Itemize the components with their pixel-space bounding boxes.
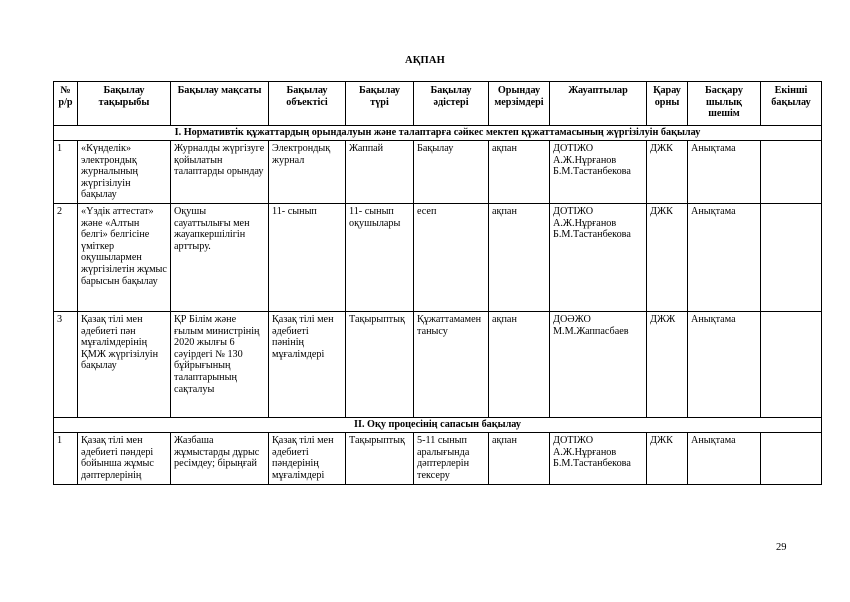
page-number: 29 — [776, 542, 787, 553]
control-plan-table — [53, 81, 822, 485]
header-topic: Бақылау тақырыбы — [78, 82, 171, 126]
row-topic: «Үздік аттестат» және «Алтын белгі» белгісіне үміткер оқушылармен жүргізілетін жұмыс барысын бақылау — [78, 203, 171, 311]
header-object: Бақылау объектісі — [269, 82, 346, 126]
row-decision: Анықтама — [688, 311, 761, 417]
row-decision: Анықтама — [688, 141, 761, 204]
row-responsible — [550, 432, 647, 484]
responsible-line: А.Ж.Нұрғанов — [553, 154, 617, 166]
row-type: Жаппай — [346, 141, 414, 204]
section-row — [54, 126, 822, 141]
row-topic: «Күнделік» электрондық журналының жүргізілуін бақылау — [78, 141, 171, 204]
row-method: 5-11 сынып аралығында дәптерлерін тексеру — [414, 432, 489, 484]
row-responsible — [550, 203, 647, 311]
header-type: Бақылау түрі — [346, 82, 414, 126]
responsible-line: ДОТІЖО — [553, 143, 594, 154]
row-place: ДЖЖ — [647, 311, 688, 417]
row-second-control — [761, 141, 822, 204]
table-row — [54, 432, 822, 484]
row-type: 11- сынып оқушылары — [346, 203, 414, 311]
row-responsible — [550, 141, 647, 204]
responsible-line: А.Ж.Нұрғанов — [553, 446, 617, 458]
row-deadline: ақпан — [489, 203, 550, 311]
header-second-control: Екінші бақылау — [761, 82, 822, 126]
row-number: 1 — [54, 141, 78, 204]
section-title: ІІ. Оқу процесінің сапасын бақылау — [54, 417, 822, 432]
row-object: 11- сынып — [269, 203, 346, 311]
row-object: Қазақ тілі мен әдебиеті пәнінің мұғалімдері — [269, 311, 346, 417]
row-number: 1 — [54, 432, 78, 484]
header-deadline: Орындау мерзімдері — [489, 82, 550, 126]
table-row — [54, 203, 822, 311]
section-title: І. Нормативтік құжаттардың орындалуын және талаптарға сәйкес мектеп құжаттамасының жүргізілуін бақылау — [54, 126, 822, 141]
responsible-line: А.Ж.Нұрғанов — [553, 217, 617, 229]
row-place: ДЖК — [647, 203, 688, 311]
header-decision: Басқару шылық шешім — [688, 82, 761, 126]
row-decision: Анықтама — [688, 203, 761, 311]
row-goal: Журналды жүргізуге қойылатын талаптарды орындау — [171, 141, 269, 204]
page-title: АҚПАН — [404, 55, 446, 66]
responsible-line: Б.М.Тастанбекова — [553, 458, 631, 470]
header-row — [54, 82, 822, 126]
row-goal: ҚР Білім және ғылым министрінің 2020 жылғы 6 сәуірдегі № 130 бұйрығының талаптарының сақталуы — [171, 311, 269, 417]
table-row — [54, 311, 822, 417]
row-type: Тақырыптық — [346, 432, 414, 484]
row-second-control — [761, 203, 822, 311]
table-row — [54, 141, 822, 204]
row-number: 3 — [54, 311, 78, 417]
row-place: ДЖК — [647, 141, 688, 204]
row-responsible — [550, 311, 647, 417]
responsible-line: М.М.Жаппасбаев — [553, 325, 629, 337]
row-topic: Қазақ тілі мен әдебиеті пәндері бойынша жұмыс дәптерлерінің — [78, 432, 171, 484]
row-place: ДЖК — [647, 432, 688, 484]
row-object: Қазақ тілі мен әдебиеті пәндерінің мұғалімдері — [269, 432, 346, 484]
header-place: Қарау орны — [647, 82, 688, 126]
responsible-line: ДОӘЖО — [553, 313, 591, 325]
row-goal: Оқушы сауаттылығы мен жауапкершілігін арттыру. — [171, 203, 269, 311]
row-second-control — [761, 432, 822, 484]
header-goal: Бақылау мақсаты — [171, 82, 269, 126]
row-deadline: ақпан — [489, 141, 550, 204]
header-number: № р/р — [54, 82, 78, 126]
header-method: Бақылау әдістері — [414, 82, 489, 126]
row-goal: Жазбаша жұмыстарды дұрыс ресімдеу; бірыңғай — [171, 432, 269, 484]
row-type: Тақырыптық — [346, 311, 414, 417]
row-method: Құжаттамамен танысу — [414, 311, 489, 417]
responsible-line: ДОТІЖО — [553, 434, 594, 446]
row-method: Бақылау — [414, 141, 489, 204]
row-number: 2 — [54, 203, 78, 311]
row-topic: Қазақ тілі мен әдебиеті пән мұғалімдерінің ҚМЖ жүргізілуін бақылау — [78, 311, 171, 417]
row-second-control — [761, 311, 822, 417]
responsible-line: ДОТІЖО — [553, 205, 594, 217]
row-method: есеп — [414, 203, 489, 311]
row-deadline: ақпан — [489, 432, 550, 484]
section-row — [54, 417, 822, 432]
responsible-line: Б.М.Тастанбекова — [553, 166, 631, 178]
responsible-line: Б.М.Тастанбекова — [553, 229, 631, 241]
row-object: Электрондық журнал — [269, 141, 346, 204]
row-decision: Анықтама — [688, 432, 761, 484]
row-deadline: ақпан — [489, 311, 550, 417]
header-responsible: Жауаптылар — [550, 82, 647, 126]
